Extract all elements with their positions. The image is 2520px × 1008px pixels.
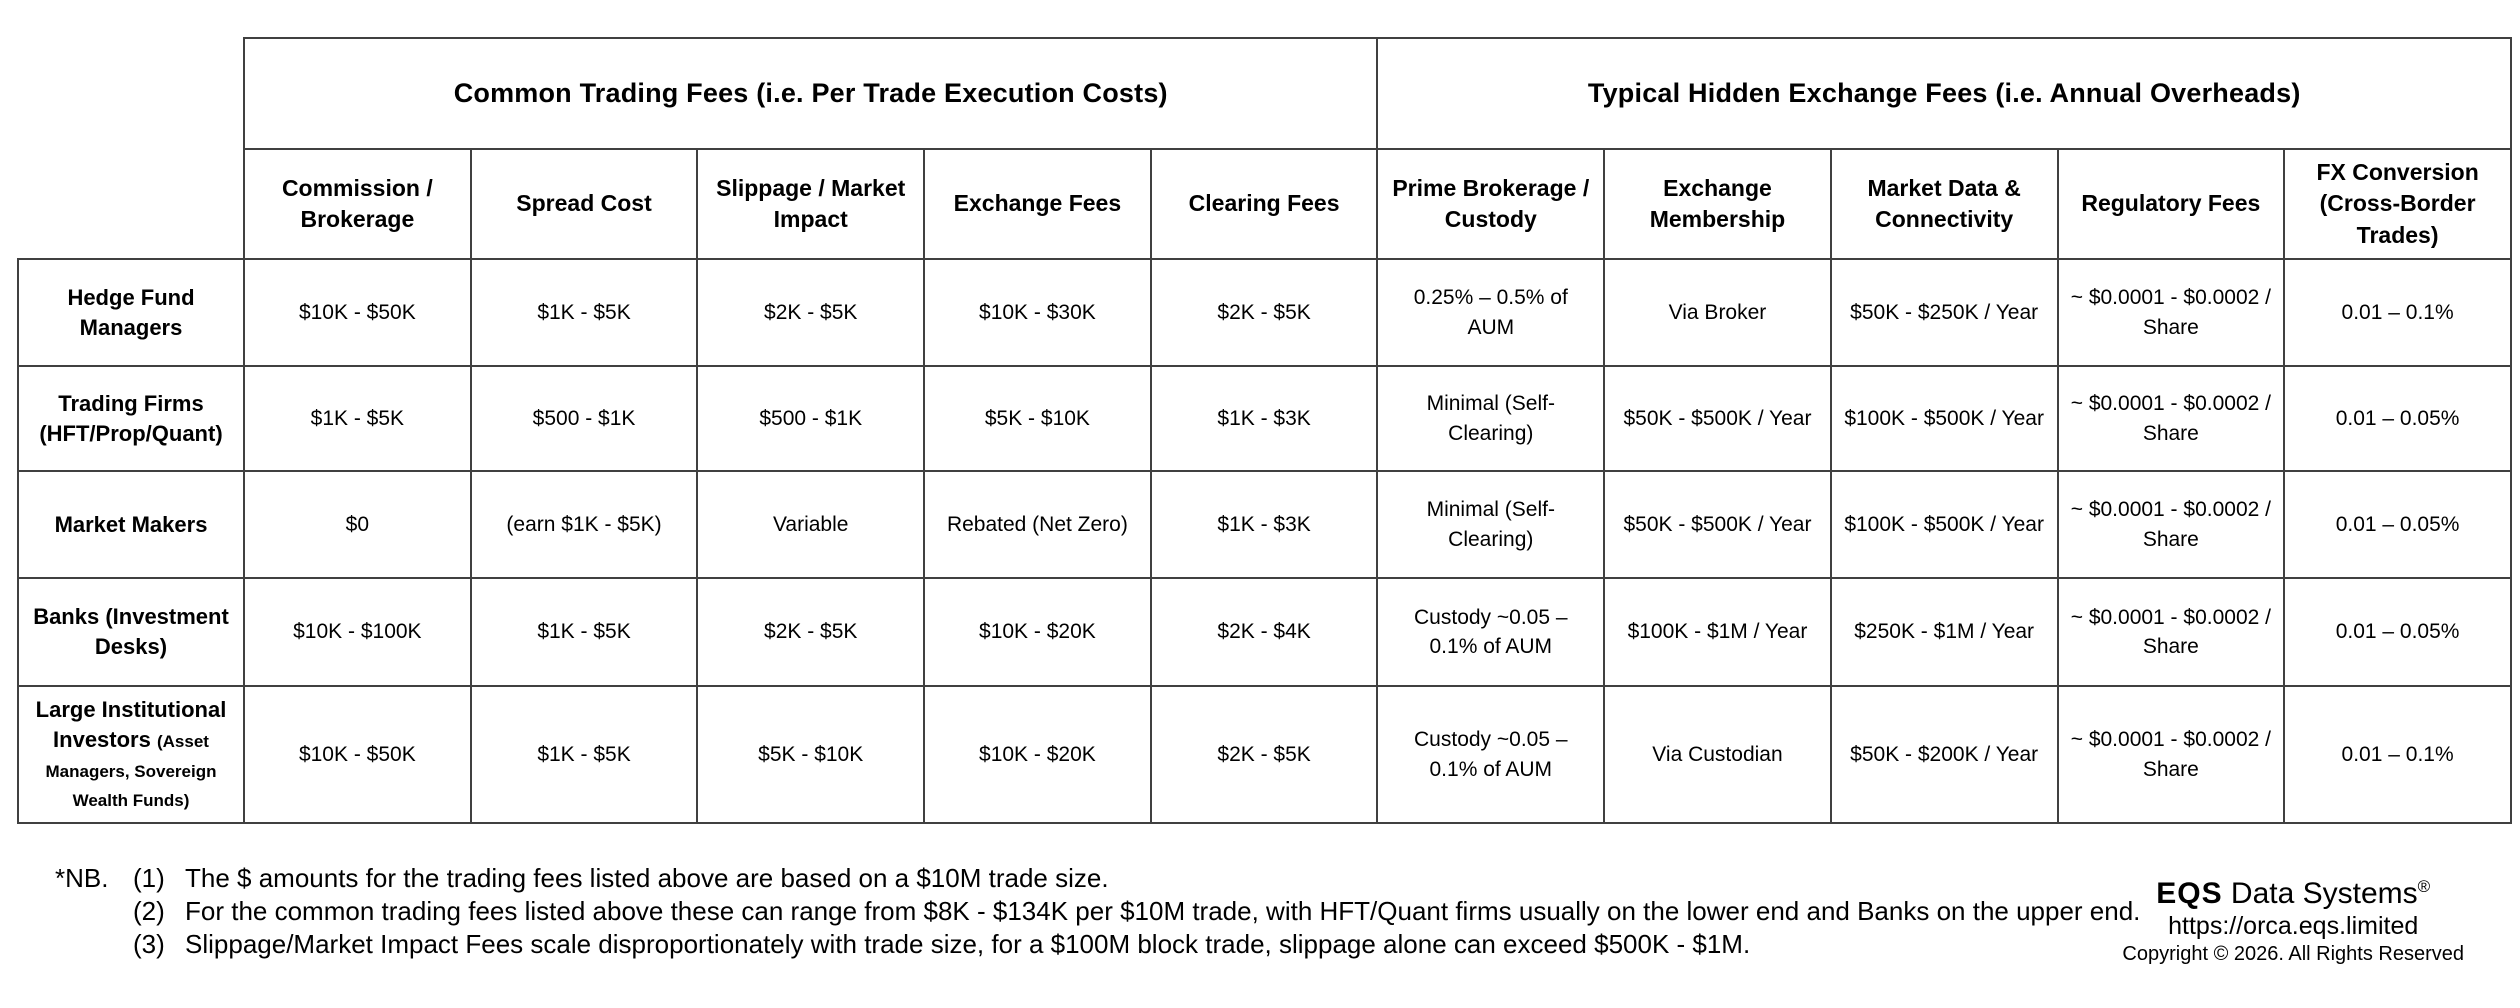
- table-row-banks: [18, 578, 2511, 686]
- cell-value: Custody ~0.05 – 0.1% of AUM: [1377, 578, 1604, 686]
- registered-trademark-symbol: ®: [2417, 877, 2431, 896]
- brand-url-link[interactable]: https://orca.eqs.limited: [2168, 912, 2419, 940]
- column-header-market-data-connectivity: Market Data & Connectivity: [1831, 149, 2058, 259]
- cell-value: $2K - $5K: [697, 259, 924, 366]
- cell-value: ~ $0.0001 - $0.0002 / Share: [2058, 366, 2285, 471]
- row-label-banks: Banks (Investment Desks): [18, 578, 244, 686]
- footnote-number: (1): [133, 863, 165, 893]
- row-label-main: Large Institutional Investors: [35, 697, 227, 752]
- group-header-common-trading-fees: Common Trading Fees (i.e. Per Trade Execution Costs): [244, 38, 1377, 149]
- copyright-notice: Copyright © 2026. All Rights Reserved: [2122, 943, 2464, 965]
- footnote-text: Slippage/Market Impact Fees scale disproportionately with trade size, for a $100M block trade, slippage alone can exceed $500K - $1M.: [185, 929, 1751, 959]
- column-header-row: [18, 149, 2511, 259]
- column-header-regulatory-fees: Regulatory Fees: [2058, 149, 2285, 259]
- footnote-1: [55, 862, 2140, 895]
- cell-value: Via Broker: [1604, 259, 1831, 366]
- row-label-market-makers: Market Makers: [18, 471, 244, 578]
- cell-value: $500 - $1K: [471, 366, 698, 471]
- corner-spacer-cell: [18, 38, 244, 259]
- eqs-logo: EQS: [2156, 877, 2223, 910]
- table-row-market-makers: [18, 471, 2511, 578]
- cell-value: $10K - $100K: [244, 578, 471, 686]
- cell-value: $0: [244, 471, 471, 578]
- cell-value: Variable: [697, 471, 924, 578]
- footnotes: [55, 862, 2140, 961]
- cell-value: $250K - $1M / Year: [1831, 578, 2058, 686]
- footnote-text: The $ amounts for the trading fees listed above are based on a $10M trade size.: [185, 863, 1109, 893]
- cell-value: Custody ~0.05 – 0.1% of AUM: [1377, 686, 1604, 823]
- brand-name: [2122, 870, 2464, 911]
- cell-value: $5K - $10K: [924, 366, 1151, 471]
- table-row-trading-firms: [18, 366, 2511, 471]
- footnote-number: (2): [133, 896, 165, 926]
- cell-value: Rebated (Net Zero): [924, 471, 1151, 578]
- cell-value: $2K - $4K: [1151, 578, 1378, 686]
- cell-value: ~ $0.0001 - $0.0002 / Share: [2058, 471, 2285, 578]
- cell-value: $1K - $5K: [471, 259, 698, 366]
- column-header-prime-brokerage-custody: Prime Brokerage / Custody: [1377, 149, 1604, 259]
- cell-value: $10K - $30K: [924, 259, 1151, 366]
- cell-value: $1K - $5K: [471, 686, 698, 823]
- footnote-prefix: *NB.: [55, 863, 109, 893]
- cell-value: $10K - $50K: [244, 259, 471, 366]
- row-label-large-institutional-investors: [18, 686, 244, 823]
- cell-value: $1K - $5K: [471, 578, 698, 686]
- column-header-exchange-membership: Exchange Membership: [1604, 149, 1831, 259]
- cell-value: 0.01 – 0.1%: [2284, 259, 2511, 366]
- row-label-trading-firms: Trading Firms (HFT/Prop/Quant): [18, 366, 244, 471]
- cell-value: $1K - $3K: [1151, 366, 1378, 471]
- cell-value: $10K - $20K: [924, 578, 1151, 686]
- table-row-hedge-fund-managers: [18, 259, 2511, 366]
- column-header-commission-brokerage: Commission / Brokerage: [244, 149, 471, 259]
- cell-value: (earn $1K - $5K): [471, 471, 698, 578]
- cell-value: $50K - $500K / Year: [1604, 471, 1831, 578]
- group-header-row: [18, 38, 2511, 149]
- cell-value: $10K - $20K: [924, 686, 1151, 823]
- cell-value: $5K - $10K: [697, 686, 924, 823]
- column-header-spread-cost: Spread Cost: [471, 149, 698, 259]
- cell-value: Minimal (Self-Clearing): [1377, 471, 1604, 578]
- column-header-slippage-market-impact: Slippage / Market Impact: [697, 149, 924, 259]
- brand-name-rest: Data Systems: [2222, 877, 2418, 910]
- brand-block: [2122, 870, 2464, 967]
- row-label-hedge-fund-managers: Hedge Fund Managers: [18, 259, 244, 366]
- cell-value: ~ $0.0001 - $0.0002 / Share: [2058, 686, 2285, 823]
- cell-value: $100K - $1M / Year: [1604, 578, 1831, 686]
- table-row-large-institutional-investors: [18, 686, 2511, 823]
- row-label-sub: (Asset Managers, Sovereign Wealth Funds): [45, 731, 217, 811]
- cell-value: 0.25% – 0.5% of AUM: [1377, 259, 1604, 366]
- cell-value: $50K - $200K / Year: [1831, 686, 2058, 823]
- cell-value: 0.01 – 0.05%: [2284, 578, 2511, 686]
- cell-value: $10K - $50K: [244, 686, 471, 823]
- cell-value: $100K - $500K / Year: [1831, 366, 2058, 471]
- cell-value: $1K - $3K: [1151, 471, 1378, 578]
- cell-value: $2K - $5K: [1151, 259, 1378, 366]
- footnote-3: [55, 928, 2140, 961]
- cell-value: $1K - $5K: [244, 366, 471, 471]
- footnote-text: For the common trading fees listed above these can range from $8K - $134K per $10M trade, with HFT/Quant firms usually on the lower end and Banks on the upper end.: [185, 896, 2141, 926]
- cell-value: ~ $0.0001 - $0.0002 / Share: [2058, 259, 2285, 366]
- cell-value: Minimal (Self-Clearing): [1377, 366, 1604, 471]
- cell-value: 0.01 – 0.05%: [2284, 366, 2511, 471]
- cell-value: 0.01 – 0.1%: [2284, 686, 2511, 823]
- cell-value: $2K - $5K: [697, 578, 924, 686]
- cell-value: 0.01 – 0.05%: [2284, 471, 2511, 578]
- group-header-hidden-exchange-fees: Typical Hidden Exchange Fees (i.e. Annual Overheads): [1377, 38, 2511, 149]
- column-header-exchange-fees: Exchange Fees: [924, 149, 1151, 259]
- fee-comparison-table: [17, 37, 2512, 824]
- column-header-fx-conversion: FX Conversion (Cross-Border Trades): [2284, 149, 2511, 259]
- column-header-clearing-fees: Clearing Fees: [1151, 149, 1378, 259]
- cell-value: $100K - $500K / Year: [1831, 471, 2058, 578]
- cell-value: $2K - $5K: [1151, 686, 1378, 823]
- cell-value: $50K - $250K / Year: [1831, 259, 2058, 366]
- cell-value: Via Custodian: [1604, 686, 1831, 823]
- footnote-number: (3): [133, 929, 165, 959]
- footnote-2: [55, 895, 2140, 928]
- cell-value: $500 - $1K: [697, 366, 924, 471]
- cell-value: ~ $0.0001 - $0.0002 / Share: [2058, 578, 2285, 686]
- cell-value: $50K - $500K / Year: [1604, 366, 1831, 471]
